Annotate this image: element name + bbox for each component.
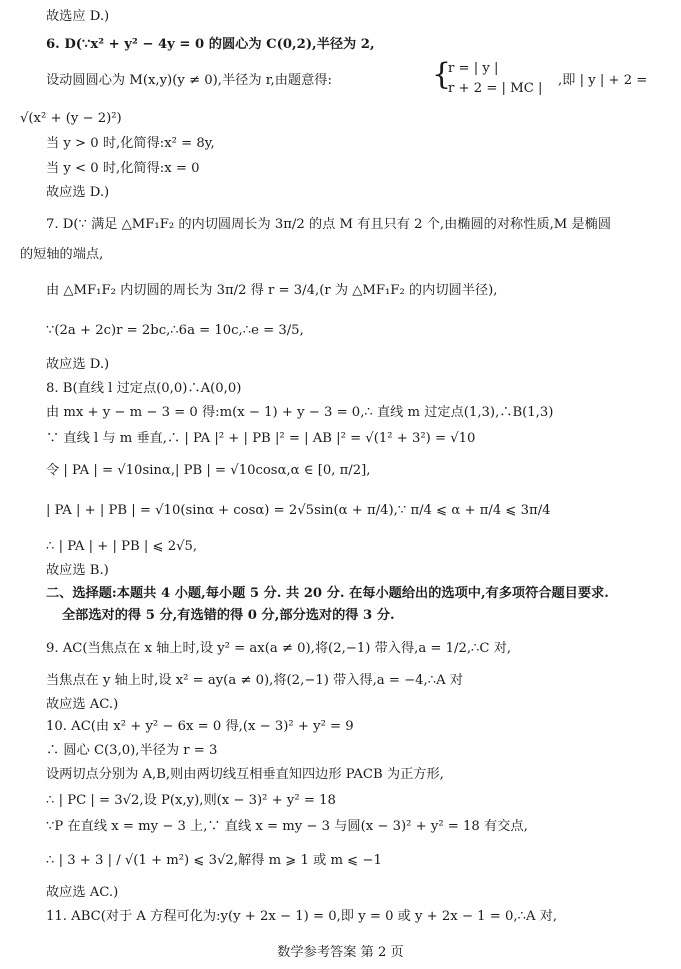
text-line-conclusion-8: 故应选 B.) [46, 563, 109, 578]
answer-11-header: 11. ABC(对于 A 方程可化为:y(y + 2x − 1) = 0,即 y = 0 或 y + 2x − 1 = 0,∴A 对, [46, 909, 558, 924]
answer-9-header: 9. AC(当焦点在 x 轴上时,设 y² = ax(a ≠ 0),将(2,−1) 带入得,a = 1/2,∴C 对, [46, 641, 512, 656]
text-line-8e: | PA | + | PB | = √10(sinα + cosα) = 2√5sin(α + π/4),∵ π/4 ⩽ α + π/4 ⩽ 3π/4 [46, 503, 551, 518]
text-line-conclusion-7: 故应选 D.) [46, 357, 110, 372]
equation-system-row-1: r = | y | [448, 61, 499, 76]
answer-6-setup: 设动圆圆心为 M(x,y)(y ≠ 0),半径为 r,由题意得: [46, 73, 332, 88]
text-line-8c: ∵ 直线 l 与 m 垂直,∴ | PA |² + | PB |² = | AB |² = √(1² + 3²) = √10 [46, 431, 476, 446]
text-line-conclusion-10: 故应选 AC.) [46, 885, 119, 900]
text-line-10c: 设两切点分别为 A,B,则由两切线互相垂直知四边形 PACB 为正方形, [46, 767, 444, 782]
answer-10-header: 10. AC(由 x² + y² − 6x = 0 得,(x − 3)² + y² = 9 [46, 719, 354, 734]
text-line-8b: 由 mx + y − m − 3 = 0 得:m(x − 1) + y − 3 = 0,∴ 直线 m 过定点(1,3),∴B(1,3) [46, 405, 554, 420]
text-line-conclusion-9: 故应选 AC.) [46, 697, 119, 712]
text-line-1: 故选应 D.) [46, 9, 110, 24]
text-line-7b: 的短轴的端点, [20, 247, 104, 262]
text-line-10e: ∵P 在直线 x = my − 3 上,∵ 直线 x = my − 3 与圆(x − 3)² + y² = 18 有交点, [46, 819, 528, 834]
equation-result: ,即 | y | + 2 = [558, 73, 648, 88]
text-line-9b: 当焦点在 y 轴上时,设 x² = ay(a ≠ 0),将(2,−1) 带入得,a = −4,∴A 对 [46, 673, 464, 688]
text-line-case-1: 当 y > 0 时,化简得:x² = 8y, [46, 136, 215, 151]
text-line-10b: ∴ 圆心 C(3,0),半径为 r = 3 [46, 743, 218, 758]
text-line-7d: ∵(2a + 2c)r = 2bc,∴6a = 10c,∴e = 3/5, [46, 323, 304, 338]
system-brace: { [432, 57, 452, 92]
text-line-case-2: 当 y < 0 时,化简得:x = 0 [46, 161, 200, 176]
text-line-10d: ∴ | PC | = 3√2,设 P(x,y),则(x − 3)² + y² = 18 [46, 793, 336, 808]
equation-system-row-2: r + 2 = | MC | [448, 81, 543, 96]
answer-8-header: 8. B(直线 l 过定点(0,0)∴A(0,0) [46, 381, 242, 396]
text-line-conclusion-6: 故应选 D.) [46, 185, 110, 200]
text-line-8f: ∴ | PA | + | PB | ⩽ 2√5, [46, 539, 198, 554]
text-line-7c: 由 △MF₁F₂ 内切圆的周长为 3π/2 得 r = 3/4,(r 为 △MF₁F₂ 的内切圆半径), [46, 283, 498, 298]
page-footer: 数学参考答案 第 2 页 [277, 945, 404, 960]
section-heading: 二、选择题:本题共 4 小题,每小题 5 分. 共 20 分. 在每小题给出的选项中,有多项符合题目要求. [46, 586, 609, 601]
section-heading-cont: 全部选对的得 5 分,有选错的得 0 分,部分选对的得 3 分. [62, 608, 395, 623]
text-line-10f: ∴ | 3 + 3 | / √(1 + m²) ⩽ 3√2,解得 m ⩾ 1 或 m ⩽ −1 [46, 853, 382, 868]
answer-7-header: 7. D(∵ 满足 △MF₁F₂ 的内切圆周长为 3π/2 的点 M 有且只有 2 个,由椭圆的对称性质,M 是椭圆 [46, 217, 612, 232]
answer-6-header: 6. D(∵x² + y² − 4y = 0 的圆心为 C(0,2),半径为 2, [46, 37, 375, 52]
text-line-8d: 令 | PA | = √10sinα,| PB | = √10cosα,α ∈ [0, π/2], [46, 463, 371, 478]
sqrt-expression: √(x² + (y − 2)²) [20, 111, 122, 126]
